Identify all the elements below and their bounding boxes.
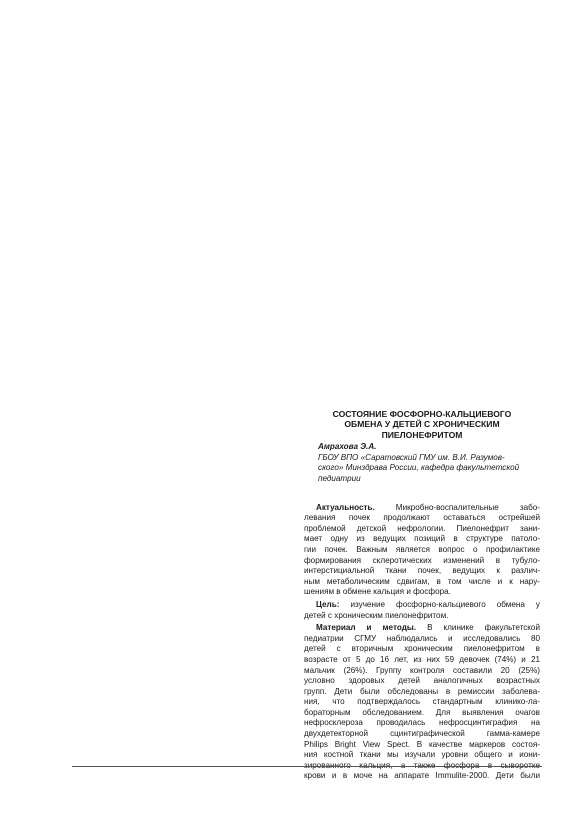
paragraph-line: формирования склеротических изменений в тубуло- — [304, 555, 540, 565]
article-title — [304, 409, 540, 440]
paragraph-line: левания почек продолжают оставаться острейшей — [304, 513, 540, 523]
paragraph-line: детей с хроническим пиелонефритом. — [304, 610, 449, 620]
affiliation-line: педиатрии — [318, 474, 361, 483]
title-line: ПИЕЛОНЕФРИТОМ — [381, 429, 463, 440]
paragraph-line: мает одну из ведущих позиций в структуре патоло- — [304, 534, 540, 544]
affiliation — [304, 453, 540, 485]
paragraph-line: детей с вторичным хроническим пиелонефритом в — [304, 644, 540, 654]
methods-heading: Материал и методы. — [316, 623, 417, 633]
article-column — [304, 409, 540, 784]
author-name: Амрахова Э.А. — [318, 442, 377, 452]
paragraph-line: крови и в моче на аппарате Immulite-2000. Дети были — [304, 771, 540, 781]
paragraph-line: ным метаболическим сдвигам, в том числе и к нару- — [304, 576, 540, 586]
methods-paragraph — [304, 623, 540, 782]
paragraph-line: мальчик (26%). Группу контроля составили 20 (25%) — [304, 665, 540, 675]
affiliation-line: ГБОУ ВПО «Саратовский ГМУ им. В.И. Разумов- — [318, 452, 505, 462]
paragraph-line: Цель: изучение фосфорно-кальциевого обмена у — [316, 599, 540, 609]
paragraph-line: Материал и методы. В клинике факультетской — [316, 623, 540, 633]
goal-paragraph — [304, 600, 540, 621]
paragraph-line: ния костной ткани мы изучали уровни общего и иони- — [304, 750, 540, 760]
paragraph-line: интерстициальной ткани почек, ведущих к различ- — [304, 566, 540, 576]
paragraph-line: шениям в обмене кальция и фосфора. — [304, 587, 451, 597]
paragraph-line: двухдетекторной сцинтиграфической гамма-камере — [304, 729, 540, 739]
paragraph-line: бораторным обследованием. Для выявления очагов — [304, 707, 540, 717]
goal-heading: Цель: — [316, 599, 340, 609]
paragraph-line: Актуальность. Микробно-воспалительные забо- — [316, 502, 540, 512]
paragraph-line: нефросклероза проводилась нефросцинтиграфия на — [304, 718, 540, 728]
relevance-heading: Актуальность. — [316, 502, 375, 512]
paragraph-line: Philips Bright View Spect. В качестве маркеров состоя- — [304, 739, 540, 749]
paragraph-line: педиатрии СГМУ наблюдались и исследовались 80 — [304, 633, 540, 643]
title-line: ОБМЕНА У ДЕТЕЙ С ХРОНИЧЕСКИМ — [344, 419, 500, 430]
paragraph-line: зированного кальция, а также фосфора в сыворотке — [304, 760, 540, 770]
paragraph-line: гии почек. Важным является вопрос о профилактике — [304, 544, 540, 554]
paragraph-line: условно здоровых детей аналогичных возрастных — [304, 676, 540, 686]
affiliation-line: ского» Минздрава России, кафедра факультетской — [318, 463, 520, 473]
page-footer-rule — [72, 766, 542, 767]
paragraph-line: возрасте от 5 до 16 лет, из них 59 девочек (74%) и 21 — [304, 654, 540, 664]
paragraph-line: проблемой детской нефрологии. Пиелонефрит зани- — [304, 523, 540, 533]
paragraph-line: ния, что подтверждалось стандартным клинико-ла- — [304, 697, 540, 707]
title-line: СОСТОЯНИЕ ФОСФОРНО-КАЛЬЦИЕВОГО — [332, 409, 512, 419]
paragraph-line: групп. Дети были обследованы в ремиссии заболева- — [304, 686, 540, 696]
relevance-paragraph — [304, 503, 540, 598]
